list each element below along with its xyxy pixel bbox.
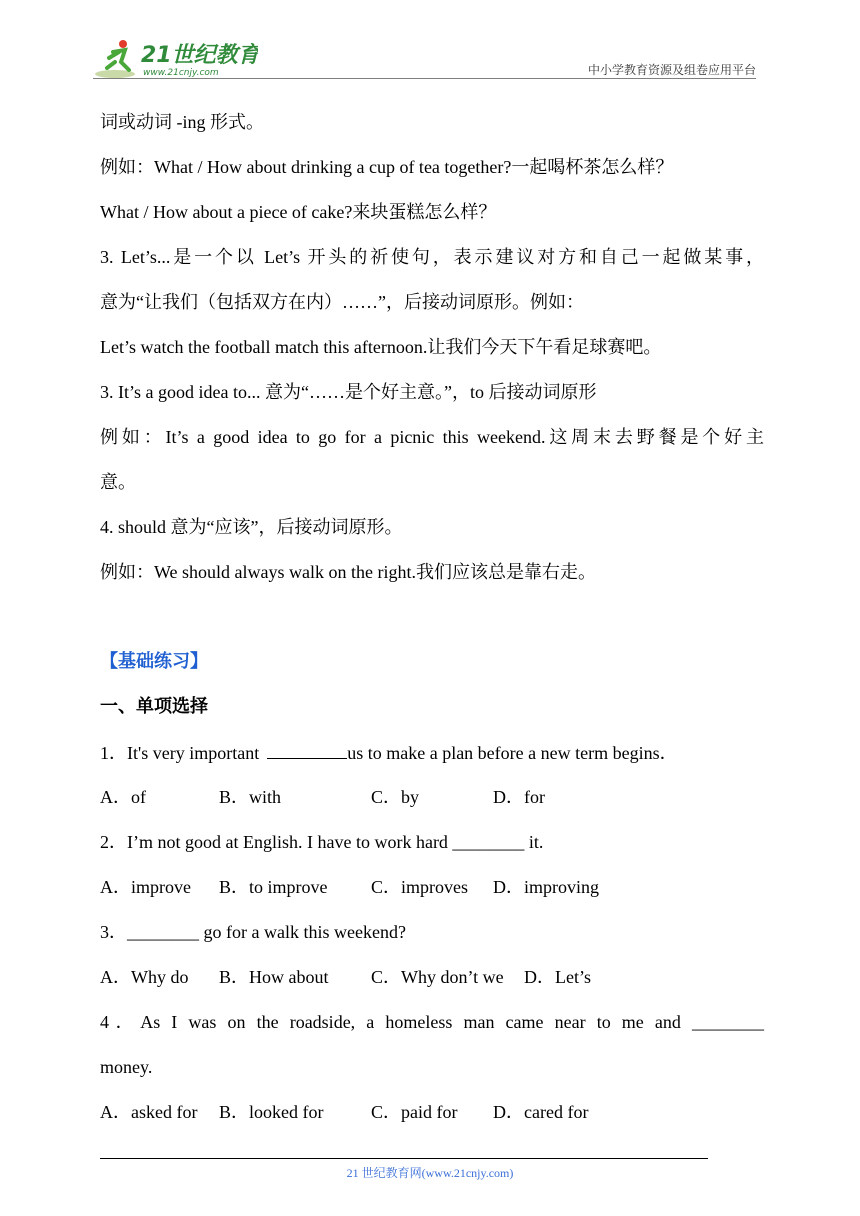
option-c: C．improves — [371, 877, 468, 897]
question-stem: us to make a plan before a new term begins． — [347, 743, 678, 763]
option-b: B．with — [219, 787, 282, 807]
platform-name: 中小学教育资源及组卷应用平台 — [587, 63, 756, 77]
runner-logo-icon — [93, 38, 258, 80]
answer-blank — [267, 740, 347, 759]
text-line: 3. Let’s...是一个以 Let’s 开头的祈使句，表示建议对方和自己一起做某事， — [100, 247, 764, 267]
option-a: A．improve — [100, 877, 191, 897]
part-title: 一、单项选择 — [100, 696, 208, 717]
text-line: 4. should 意为“应该”，后接动词原形。 — [100, 517, 403, 537]
question-1 — [100, 740, 678, 765]
section-title: 【基础练习】 — [100, 651, 208, 672]
option-a: A．Why do — [100, 967, 189, 987]
option-d: D．cared for — [493, 1102, 589, 1122]
option-c: C．by — [371, 787, 420, 807]
svg-text:21世纪教育: 21世纪教育 — [141, 43, 258, 68]
option-c: C．paid for — [371, 1102, 458, 1122]
text-line: 例如：We should always walk on the right.我们应该总是靠右走。 — [100, 562, 597, 582]
text-line: 例如：It’s a good idea to go for a picnic this weekend.这周末去野餐是个好主 — [100, 427, 764, 447]
option-a: A．of — [100, 787, 146, 807]
footer-link[interactable]: 21 世纪教育网(www.21cnjy.com) — [346, 1166, 514, 1180]
question-2: 2．I’m not good at English. I have to work hard ________ it. — [100, 832, 544, 852]
option-d: D．Let’s — [524, 967, 591, 987]
option-a: A．asked for — [100, 1102, 198, 1122]
option-d: D．improving — [493, 877, 599, 897]
question-4-continued: money. — [100, 1057, 153, 1077]
text-line: 词或动词 -ing 形式。 — [100, 112, 264, 132]
text-line: 意。 — [100, 472, 136, 492]
option-b: B．How about — [219, 967, 329, 987]
footer-divider — [100, 1158, 708, 1159]
text-line: 3. It’s a good idea to... 意为“……是个好主意。”，to 后接动词原形 — [100, 382, 597, 402]
logo — [93, 38, 258, 80]
header-divider — [93, 78, 756, 79]
option-c: C．Why don’t we — [371, 967, 504, 987]
text-line: 例如：What / How about drinking a cup of tea together?一起喝杯茶怎么样？ — [100, 157, 674, 177]
question-stem: 1．It's very important — [100, 743, 260, 763]
text-line: 意为“让我们（包括双方在内）……”，后接动词原形。例如： — [100, 292, 584, 312]
page-header — [0, 0, 860, 80]
option-b: B．looked for — [219, 1102, 324, 1122]
text-line: What / How about a piece of cake?来块蛋糕怎么样？ — [100, 202, 497, 222]
question-4: 4．As I was on the roadside, a homeless man came near to me and ________ — [100, 1012, 764, 1032]
svg-text:www.21cnjy.com: www.21cnjy.com — [143, 68, 219, 78]
option-b: B．to improve — [219, 877, 328, 897]
text-line: Let’s watch the football match this afternoon.让我们今天下午看足球赛吧。 — [100, 337, 662, 357]
question-3: 3．________ go for a walk this weekend? — [100, 922, 406, 942]
option-d: D．for — [493, 787, 545, 807]
